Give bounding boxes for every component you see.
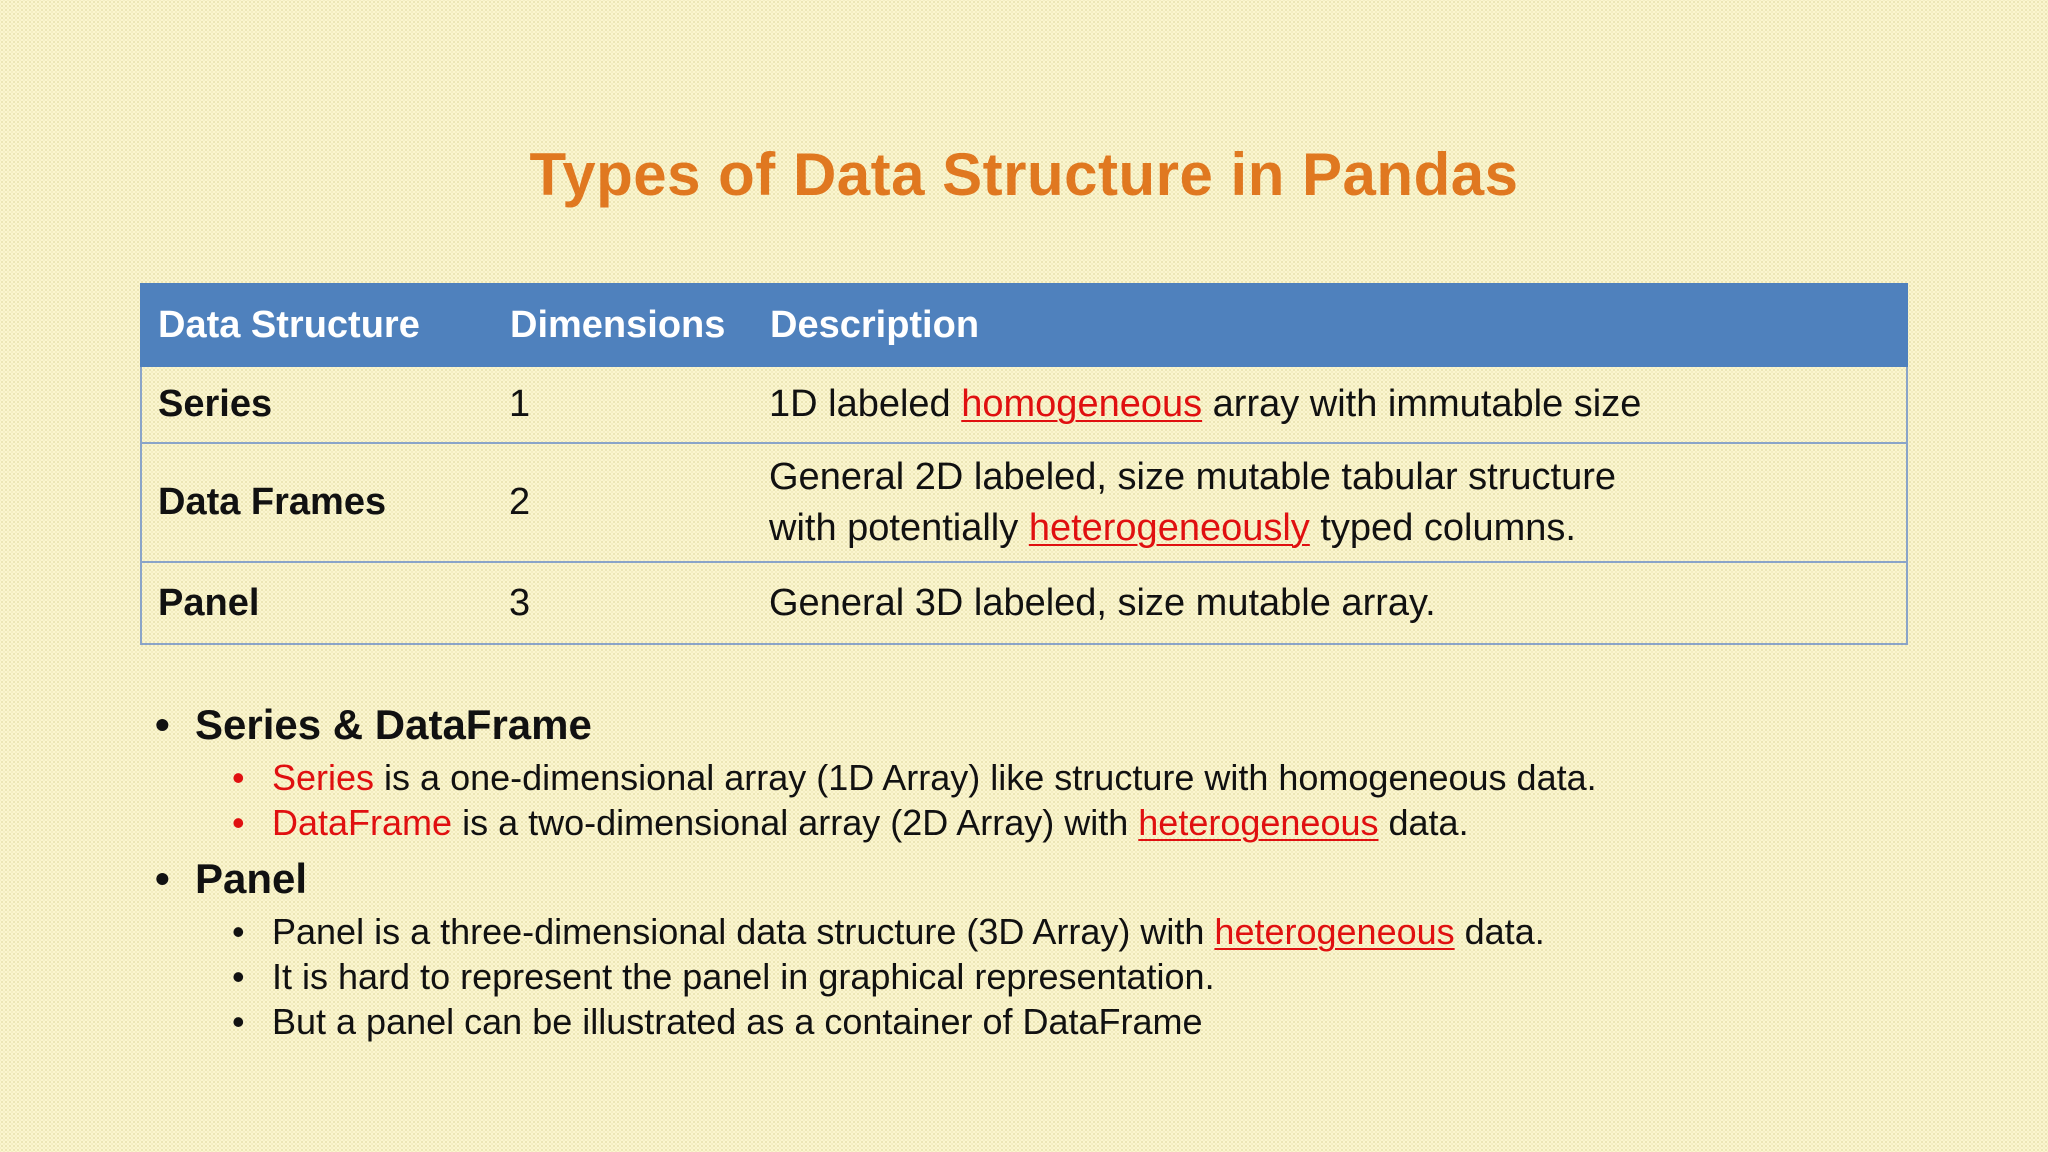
bullet-text: data. [1454, 911, 1545, 952]
bullet-heading-text: Panel [195, 855, 308, 902]
cell-dimensions: 3 [493, 562, 753, 644]
data-structure-table [140, 283, 1908, 645]
header-dimensions: Dimensions [493, 284, 753, 366]
description-text: typed columns. [1309, 506, 1576, 549]
bullet-text: Panel is a three-dimensional data structure (3D Array) with [272, 911, 1215, 952]
bullet-dot-icon: • [232, 956, 245, 997]
bullet-dot-icon: • [232, 911, 245, 952]
term-series: Series [272, 757, 375, 798]
sub-bullet-series [232, 755, 1955, 800]
table-row [141, 366, 1907, 443]
bullet-heading-text: Series & DataFrame [195, 701, 592, 748]
table-header-row [141, 284, 1907, 366]
highlight-term: heterogeneously [1028, 506, 1310, 549]
description-line: General 2D labeled, size mutable tabular structure [769, 455, 1617, 498]
cell-description: General 3D labeled, size mutable array. [753, 562, 1907, 644]
table-row [141, 443, 1907, 562]
cell-description [753, 366, 1907, 443]
bullet-text: It is hard to represent the panel in graphical representation. [272, 956, 1215, 997]
cell-structure-name: Data Frames [141, 443, 493, 562]
highlight-term: homogeneous [961, 383, 1203, 425]
bullet-text: data. [1378, 802, 1469, 843]
sub-bullet-panel-graphical [232, 954, 1955, 999]
cell-dimensions: 2 [493, 443, 753, 562]
bullet-dot-icon: • [232, 757, 245, 798]
bullet-heading-series-dataframe [155, 695, 1955, 755]
description-text: with potentially [769, 506, 1029, 549]
bullet-text: But a panel can be illustrated as a container of DataFrame [272, 1001, 1203, 1042]
bullet-list [155, 695, 1955, 1048]
highlight-term: heterogeneous [1214, 911, 1455, 952]
sub-bullet-panel-definition [232, 909, 1955, 954]
table-row [141, 562, 1907, 644]
bullet-dot-icon: • [155, 855, 170, 902]
cell-structure-name: Panel [141, 562, 493, 644]
bullet-dot-icon: • [155, 701, 170, 748]
bullet-dot-icon: • [232, 802, 245, 843]
bullet-text: is a one-dimensional array (1D Array) like structure with homogeneous data. [374, 757, 1597, 798]
bullet-dot-icon: • [232, 1001, 245, 1042]
sub-bullet-list [155, 909, 1955, 1044]
term-dataframe: DataFrame [272, 802, 453, 843]
cell-description [753, 443, 1907, 562]
description-text: array with immutable size [1202, 383, 1642, 425]
highlight-term: heterogeneous [1138, 802, 1379, 843]
sub-bullet-panel-container [232, 999, 1955, 1044]
bullet-text: is a two-dimensional array (2D Array) with [452, 802, 1139, 843]
bullet-heading-panel [155, 849, 1955, 909]
slide-title: Types of Data Structure in Pandas [529, 141, 1519, 208]
header-description: Description [753, 284, 1907, 366]
cell-structure-name: Series [141, 366, 493, 443]
description-text: 1D labeled [769, 383, 962, 425]
cell-dimensions: 1 [493, 366, 753, 443]
description-line [769, 503, 1890, 554]
sub-bullet-list [155, 755, 1955, 845]
sub-bullet-dataframe [232, 800, 1955, 845]
header-data-structure: Data Structure [141, 284, 493, 366]
